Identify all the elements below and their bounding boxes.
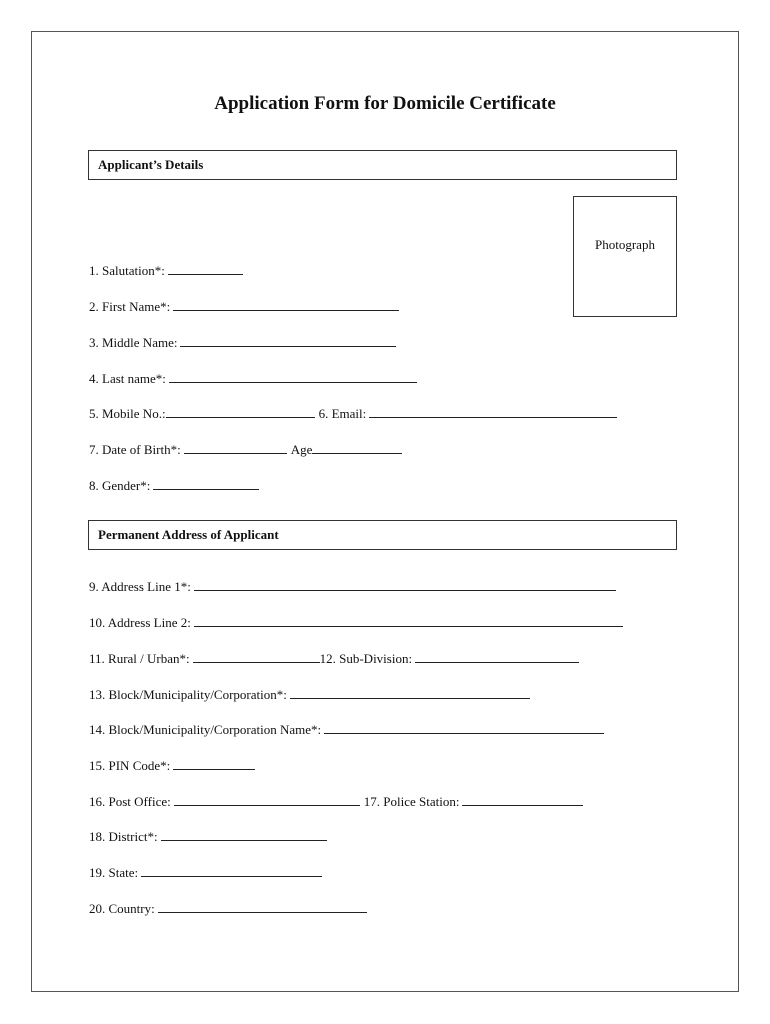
- country-field[interactable]: [158, 902, 367, 913]
- state-row: [89, 865, 322, 881]
- section-permanent-address: Permanent Address of Applicant: [88, 520, 677, 550]
- district-row: [89, 829, 327, 845]
- sub-division-field[interactable]: [415, 652, 579, 663]
- middle-name-field[interactable]: [180, 336, 396, 347]
- photograph-box[interactable]: [573, 196, 677, 317]
- email-label: 6. Email:: [318, 406, 367, 421]
- gender-field[interactable]: [153, 479, 259, 490]
- salutation-field[interactable]: [168, 264, 243, 275]
- pin-code-label: 15. PIN Code*:: [89, 758, 171, 773]
- dob-field[interactable]: [184, 443, 287, 454]
- photograph-label: Photograph: [595, 237, 655, 252]
- dob-label: 7. Date of Birth*:: [89, 442, 181, 457]
- salutation-row: [89, 263, 243, 279]
- post-police-row: [89, 794, 583, 810]
- district-field[interactable]: [161, 830, 327, 841]
- police-station-field[interactable]: [462, 795, 583, 806]
- rural-urban-label: 11. Rural / Urban*:: [89, 651, 190, 666]
- mobile-email-row: [89, 406, 617, 422]
- middle-name-label: 3. Middle Name:: [89, 335, 178, 350]
- block-field[interactable]: [290, 688, 530, 699]
- pin-code-row: [89, 758, 255, 774]
- first-name-label: 2. First Name*:: [89, 299, 171, 314]
- pin-code-field[interactable]: [173, 759, 255, 770]
- block-row: [89, 687, 530, 703]
- dob-age-row: [89, 442, 402, 458]
- middle-name-row: [89, 335, 396, 351]
- state-label: 19. State:: [89, 865, 139, 880]
- first-name-field[interactable]: [173, 300, 399, 311]
- mobile-field[interactable]: [166, 407, 315, 418]
- gender-row: [89, 478, 259, 494]
- rural-urban-field[interactable]: [193, 652, 320, 663]
- rural-subdivision-row: [89, 651, 579, 667]
- last-name-label: 4. Last name*:: [89, 371, 166, 386]
- address-line-1-label: 9. Address Line 1*:: [89, 579, 191, 594]
- section-applicant-details: Applicant’s Details: [88, 150, 677, 180]
- mobile-label: 5. Mobile No.:: [89, 406, 166, 421]
- last-name-row: [89, 371, 417, 387]
- form-title: Application Form for Domicile Certificate: [214, 93, 556, 114]
- police-station-label: 17. Police Station:: [363, 794, 460, 809]
- address-line-1-row: [89, 579, 616, 595]
- post-office-field[interactable]: [174, 795, 360, 806]
- sub-division-label: 12. Sub-Division:: [319, 651, 413, 666]
- block-name-label: 14. Block/Municipality/Corporation Name*:: [89, 722, 322, 737]
- district-label: 18. District*:: [89, 829, 158, 844]
- block-name-row: [89, 722, 604, 738]
- gender-label: 8. Gender*:: [89, 478, 151, 493]
- age-field[interactable]: [312, 443, 402, 454]
- address-line-2-row: [89, 615, 623, 631]
- block-name-field[interactable]: [324, 723, 604, 734]
- address-line-2-field[interactable]: [194, 616, 623, 627]
- email-field[interactable]: [369, 407, 617, 418]
- last-name-field[interactable]: [169, 372, 417, 383]
- country-row: [89, 901, 367, 917]
- age-label: Age: [290, 442, 313, 457]
- address-line-2-label: 10. Address Line 2:: [89, 615, 191, 630]
- first-name-row: [89, 299, 399, 315]
- salutation-label: 1. Salutation*:: [89, 263, 165, 278]
- post-office-label: 16. Post Office:: [89, 794, 171, 809]
- address-line-1-field[interactable]: [194, 580, 616, 591]
- state-field[interactable]: [141, 866, 322, 877]
- block-label: 13. Block/Municipality/Corporation*:: [89, 687, 287, 702]
- country-label: 20. Country:: [89, 901, 155, 916]
